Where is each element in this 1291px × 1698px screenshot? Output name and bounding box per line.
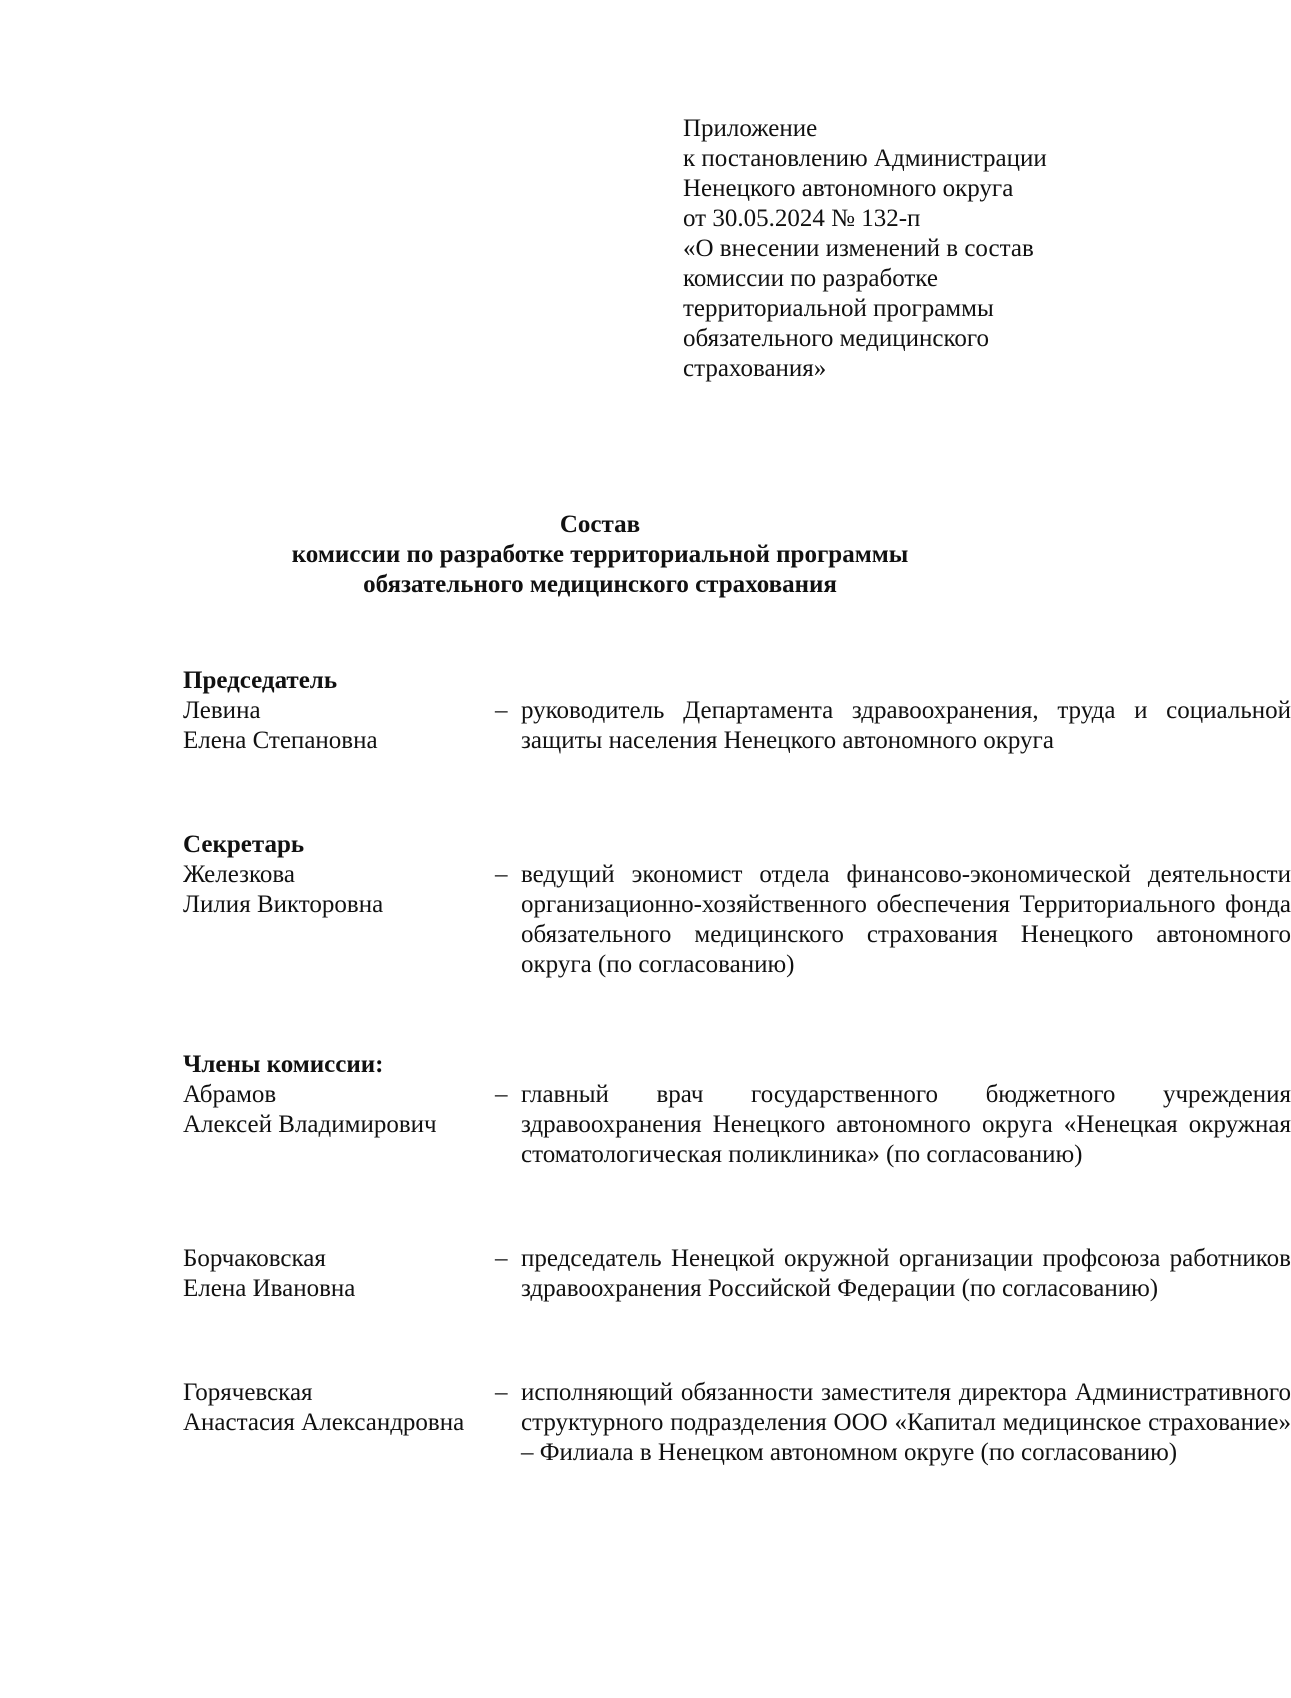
member-row (183, 1080, 1291, 1170)
appendix-line: «О внесении изменений в состав (683, 235, 1034, 262)
section-members-cont (183, 1244, 1291, 1304)
member-role: председатель Ненецкой окружной организации профсоюза работников здравоохранения Российской Федерации (по согласованию) (521, 1245, 1291, 1302)
member-surname: Левина (183, 697, 261, 724)
section-heading: Секретарь (183, 831, 305, 858)
member-role: главный врач государственного бюджетного учреждения здравоохранения Ненецкого автономного округа «Ненецкая окружная стоматологическая поликлиника» (по согласованию) (521, 1081, 1291, 1168)
section-heading: Председатель (183, 667, 338, 694)
member-surname: Борчаковская (183, 1245, 326, 1272)
appendix-line: к постановлению Администрации (683, 145, 1047, 172)
member-name (183, 860, 483, 920)
dash-separator: – (495, 1081, 508, 1108)
appendix-line: Ненецкого автономного округа (683, 175, 1014, 202)
title-line: Состав (559, 511, 641, 538)
member-given-names: Анастасия Александровна (183, 1409, 465, 1436)
appendix-line: от 30.05.2024 № 132-п (683, 205, 921, 232)
section-secretary (183, 830, 1291, 980)
member-role: ведущий экономист отдела финансово-экономической деятельности организационно-хозяйственного обеспечения Территориального фонда обязательного медицинского страхования Ненецкого автономного округа (по согласованию) (521, 861, 1291, 978)
member-surname: Горячевская (183, 1379, 313, 1406)
member-row (183, 1378, 1291, 1468)
section-heading: Члены комиссии: (183, 1051, 384, 1078)
member-given-names: Елена Степановна (183, 727, 378, 754)
document-title (0, 510, 1200, 600)
section-members (183, 1050, 1291, 1170)
member-row (183, 860, 1291, 980)
section-members-cont (183, 1378, 1291, 1468)
member-given-names: Лилия Викторовна (183, 891, 384, 918)
appendix-line: территориальной программы (683, 295, 994, 322)
appendix-line: комиссии по разработке (683, 265, 938, 292)
member-name (183, 1378, 483, 1438)
member-role: руководитель Департамента здравоохранения, труда и социальной защиты населения Ненецкого автономного округа (521, 697, 1291, 754)
member-row (183, 1244, 1291, 1304)
member-role: исполняющий обязанности заместителя директора Административного структурного подразделения ООО «Капитал медицинское страхование» – Филиала в Ненецком автономном округе (по согласованию) (521, 1379, 1291, 1466)
title-line: комиссии по разработке территориальной программы (291, 541, 909, 568)
appendix-line: страхования» (683, 355, 827, 382)
section-chairman (183, 666, 1291, 756)
member-row (183, 696, 1291, 756)
appendix-line: Приложение (683, 115, 818, 142)
dash-separator: – (495, 861, 508, 888)
member-given-names: Елена Ивановна (183, 1275, 356, 1302)
member-name (183, 1080, 483, 1140)
dash-separator: – (495, 697, 508, 724)
appendix-block (683, 114, 1113, 384)
title-line: обязательного медицинского страхования (363, 571, 837, 598)
dash-separator: – (495, 1379, 508, 1406)
member-given-names: Алексей Владимирович (183, 1111, 437, 1138)
member-name (183, 1244, 483, 1304)
member-name (183, 696, 483, 756)
member-surname: Железкова (183, 861, 295, 888)
member-surname: Абрамов (183, 1081, 277, 1108)
appendix-line: обязательного медицинского (683, 325, 990, 352)
dash-separator: – (495, 1245, 508, 1272)
